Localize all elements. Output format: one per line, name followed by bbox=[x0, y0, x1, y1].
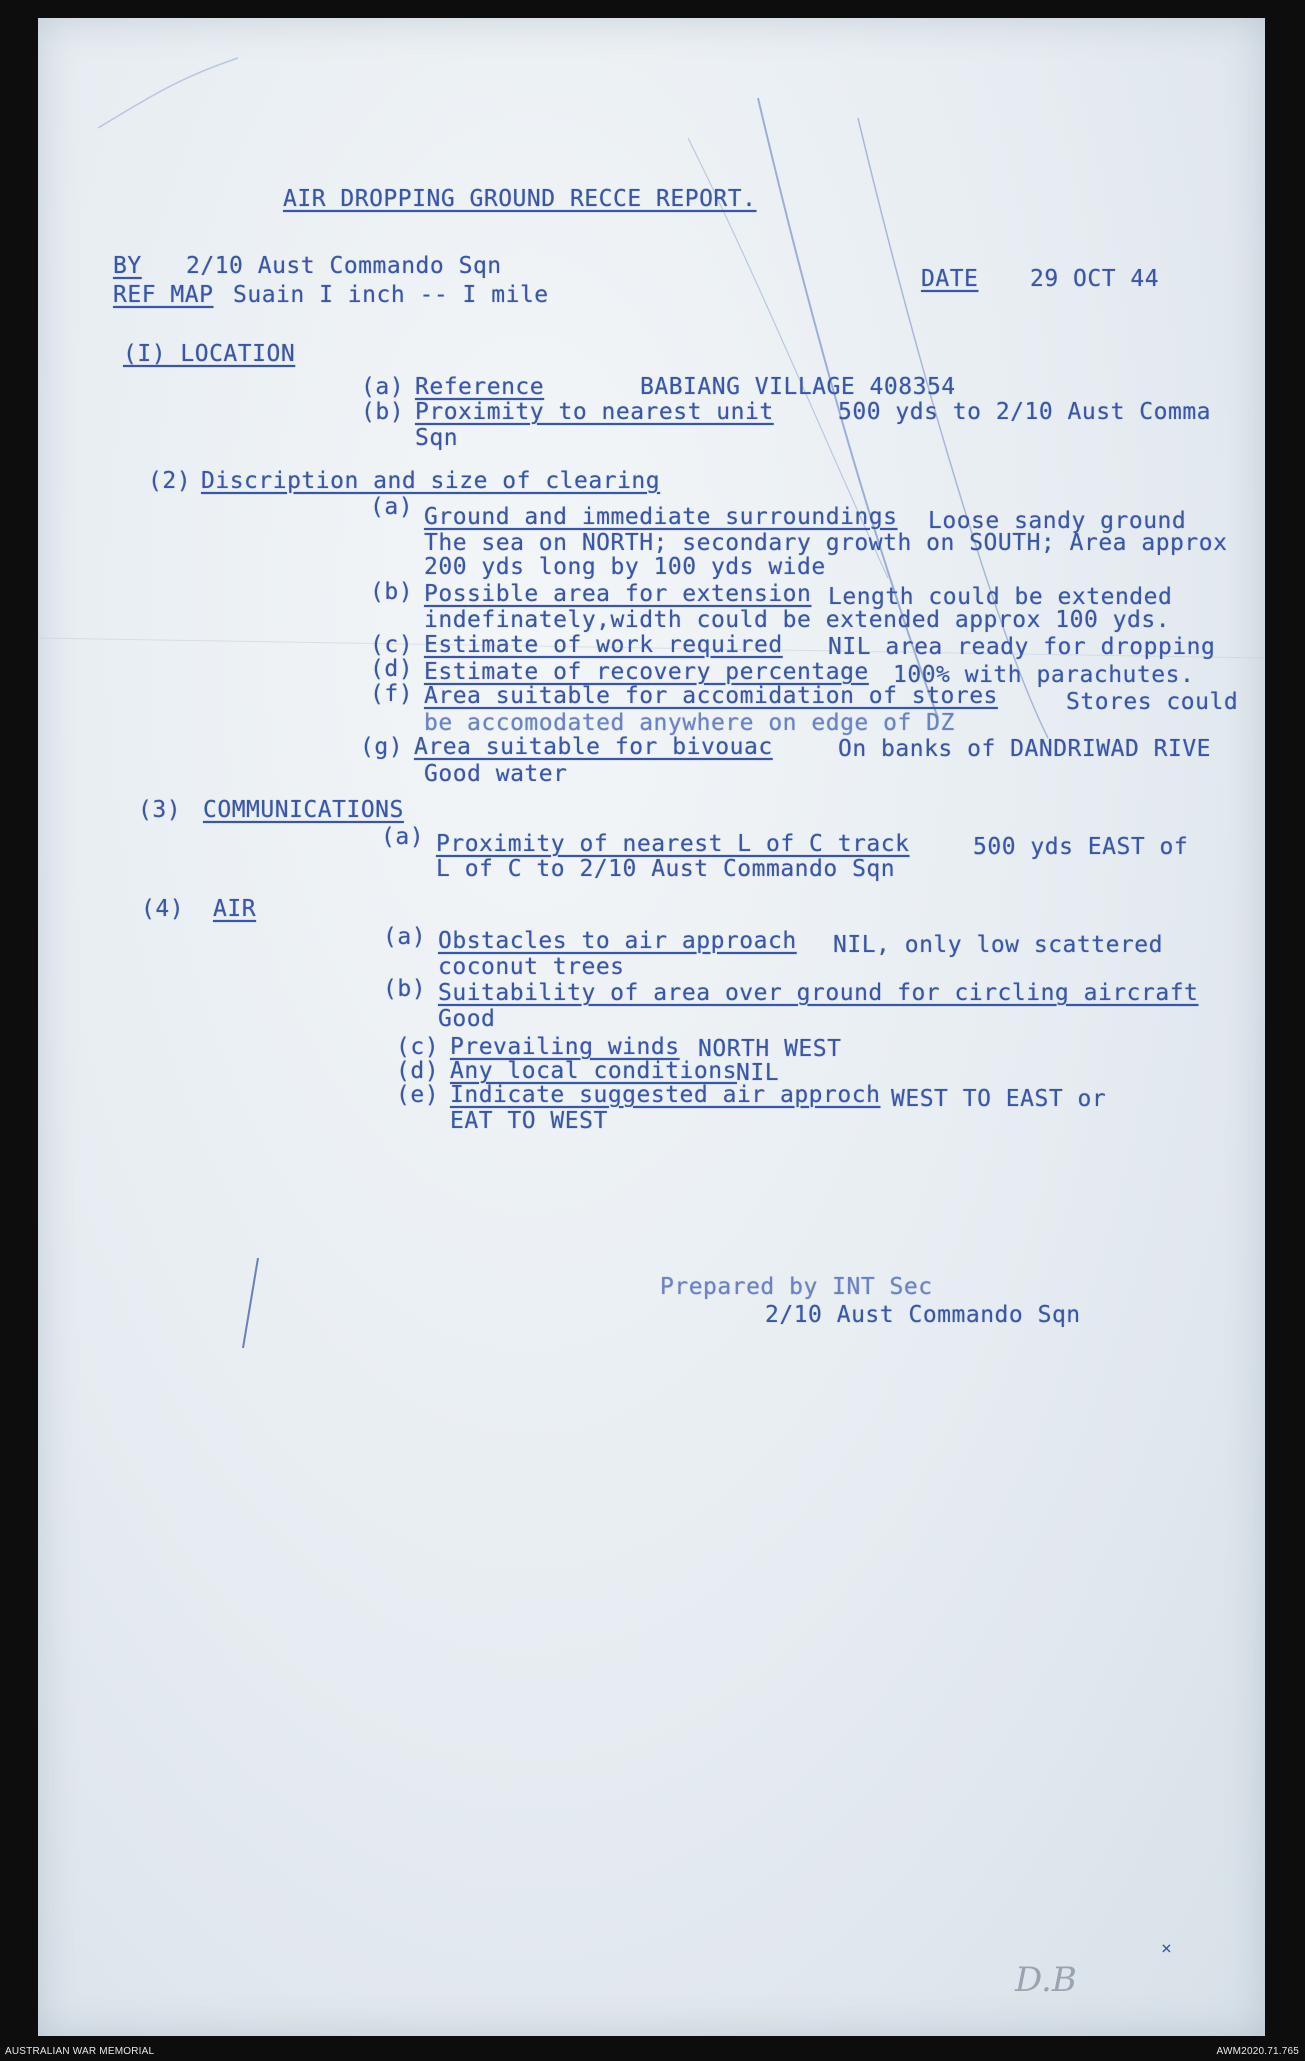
air-c-marker: (c) bbox=[396, 1034, 440, 1060]
x-mark-icon: × bbox=[1161, 1938, 1172, 1959]
air-a-line2: coconut trees bbox=[438, 954, 625, 980]
clearing-b-marker: (b) bbox=[370, 579, 414, 605]
ref-map-value: Suain I inch -- I mile bbox=[233, 282, 549, 308]
prepared-by-line2: 2/10 Aust Commando Sqn bbox=[765, 1302, 1081, 1328]
clearing-b-value: Length could be extended bbox=[828, 584, 1173, 610]
comms-a-marker: (a) bbox=[381, 824, 425, 850]
comms-a-value: 500 yds EAST of bbox=[973, 834, 1189, 860]
comms-heading: COMMUNICATIONS bbox=[203, 797, 404, 823]
clearing-f-value: Stores could bbox=[1066, 689, 1239, 715]
air-d-label: Any local conditions bbox=[450, 1058, 737, 1084]
comms-a-line2: L of C to 2/10 Aust Commando Sqn bbox=[436, 856, 896, 882]
air-a-label: Obstacles to air approach bbox=[438, 928, 797, 954]
air-heading-num: (4) bbox=[141, 896, 185, 922]
clearing-a-line2: The sea on NORTH; secondary growth on SOUTH; Area approx bbox=[424, 530, 1228, 556]
air-heading: AIR bbox=[213, 896, 257, 922]
clearing-d-label: Estimate of recovery percentage bbox=[424, 659, 869, 685]
clearing-b-line2: indefinately,width could be extended approx 100 yds. bbox=[424, 607, 1171, 633]
location-a-label: Reference bbox=[415, 374, 545, 400]
comms-a-label: Proximity of nearest L of C track bbox=[436, 831, 910, 857]
clearing-c-value: NIL area ready for dropping bbox=[828, 634, 1216, 660]
clearing-b-label: Possible area for extension bbox=[424, 581, 812, 607]
date-value: 29 OCT 44 bbox=[1030, 266, 1160, 292]
air-c-label: Prevailing winds bbox=[450, 1034, 680, 1060]
prepared-by-line1: Prepared by INT Sec bbox=[660, 1274, 933, 1300]
location-b-marker: (b) bbox=[361, 399, 405, 425]
footer-accession-number: AWM2020.71.765 bbox=[1216, 2046, 1299, 2057]
location-heading: (I) LOCATION bbox=[123, 341, 296, 367]
air-e-line2: EAT TO WEST bbox=[450, 1108, 608, 1134]
air-e-value: WEST TO EAST or bbox=[891, 1086, 1107, 1112]
date-label: DATE bbox=[921, 266, 979, 292]
document-page bbox=[38, 18, 1265, 2036]
air-b-marker: (b) bbox=[383, 976, 427, 1002]
clearing-g-label: Area suitable for bivouac bbox=[414, 734, 773, 760]
air-a-value: NIL, only low scattered bbox=[833, 932, 1163, 958]
clearing-c-marker: (c) bbox=[370, 632, 414, 658]
clearing-g-value: On banks of DANDRIWAD RIVE bbox=[838, 736, 1212, 762]
clearing-c-label: Estimate of work required bbox=[424, 632, 783, 658]
location-b-label: Proximity to nearest unit bbox=[415, 399, 774, 425]
by-label: BY bbox=[113, 253, 142, 279]
comms-heading-num: (3) bbox=[138, 797, 182, 823]
clearing-a-label: Ground and immediate surroundings bbox=[424, 504, 898, 530]
clearing-g-marker: (g) bbox=[360, 734, 404, 760]
document-title: AIR DROPPING GROUND RECCE REPORT. bbox=[283, 186, 757, 212]
location-b-cont: Sqn bbox=[415, 425, 459, 451]
clearing-d-marker: (d) bbox=[370, 656, 414, 682]
location-a-marker: (a) bbox=[361, 374, 405, 400]
clearing-d-value: 100% with parachutes. bbox=[893, 662, 1195, 688]
clearing-f-line2: be accomodated anywhere on edge of DZ bbox=[424, 710, 955, 736]
location-b-value: 500 yds to 2/10 Aust Comma bbox=[838, 399, 1212, 425]
air-e-marker: (e) bbox=[396, 1082, 440, 1108]
clearing-heading: Discription and size of clearing bbox=[201, 468, 661, 494]
clearing-g-line2: Good water bbox=[424, 761, 568, 787]
handwritten-initials: D.B bbox=[1015, 1960, 1077, 2000]
clearing-f-label: Area suitable for accomidation of stores bbox=[424, 683, 998, 709]
air-b-label: Suitability of area over ground for circling aircraft bbox=[438, 980, 1199, 1006]
clearing-a-line3: 200 yds long by 100 yds wide bbox=[424, 554, 826, 580]
ref-map-label: REF MAP bbox=[113, 282, 214, 308]
air-d-value: NIL bbox=[736, 1060, 780, 1086]
paper-creases bbox=[38, 18, 1265, 2036]
clearing-a-value: Loose sandy ground bbox=[928, 508, 1187, 534]
air-a-marker: (a) bbox=[383, 924, 427, 950]
clearing-a-marker: (a) bbox=[370, 494, 414, 520]
clearing-heading-num: (2) bbox=[148, 468, 192, 494]
footer-archive-name: AUSTRALIAN WAR MEMORIAL bbox=[5, 2046, 155, 2057]
air-b-line2: Good bbox=[438, 1006, 496, 1032]
clearing-f-marker: (f) bbox=[370, 681, 414, 707]
air-c-value: NORTH WEST bbox=[698, 1036, 842, 1062]
air-d-marker: (d) bbox=[396, 1058, 440, 1084]
air-e-label: Indicate suggested air approch bbox=[450, 1082, 881, 1108]
by-value: 2/10 Aust Commando Sqn bbox=[186, 253, 502, 279]
location-a-value: BABIANG VILLAGE 408354 bbox=[640, 374, 956, 400]
